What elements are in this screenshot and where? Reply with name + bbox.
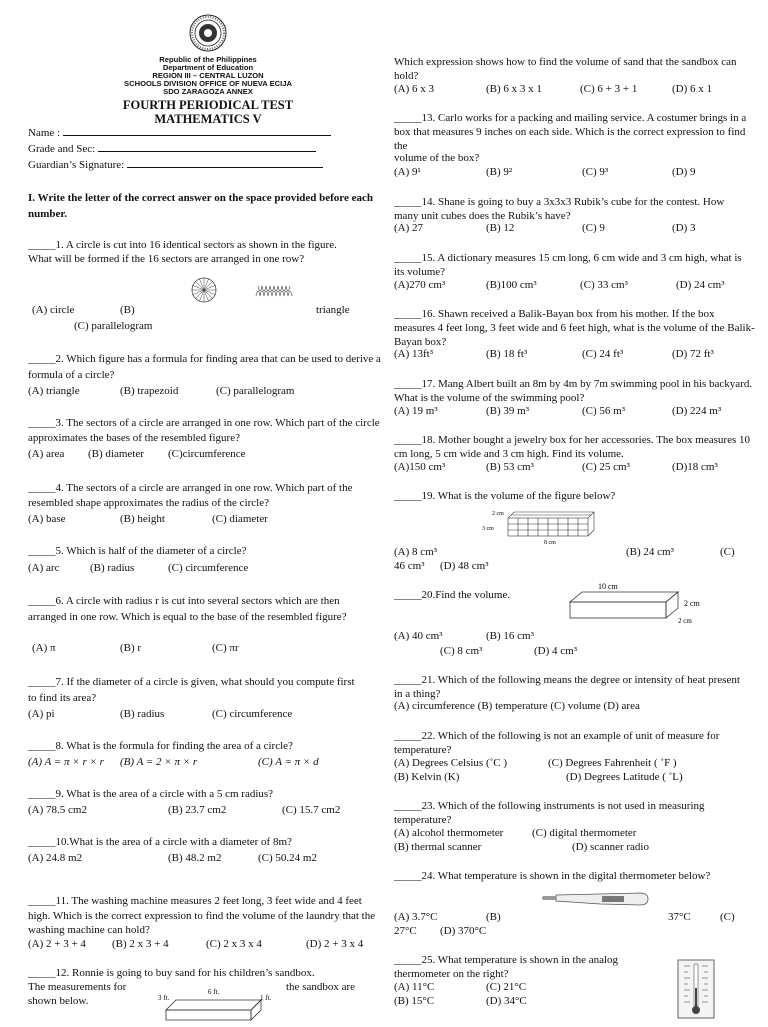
instructions: I. Write the letter of the correct answer on the space provided before each number. bbox=[28, 192, 374, 220]
question-6: _____6. A circle with radius r is cut into several sectors which are then arranged in one row. Which is equal to the base of the resembled figure? bbox=[28, 595, 347, 623]
sandbox-dim: 3 ft. bbox=[158, 994, 170, 1002]
q1-option-a: (A) circle bbox=[32, 304, 75, 316]
q13-option-b: (B) 9² bbox=[486, 166, 513, 178]
question-11: _____11. The washing machine measures 2 feet long, 3 feet wide and 4 feet high. Which is the correct expression to find the volume of the laundry that the washing machine can hold? bbox=[28, 895, 376, 936]
q22-option-d: (D) Degrees Latitude ( ˚L) bbox=[566, 771, 683, 783]
q20-option-b: (B) 16 cm³ bbox=[486, 630, 534, 642]
q18-option-c: (C) 25 cm³ bbox=[582, 461, 630, 473]
q11-option-c: (C) 2 x 3 x 4 bbox=[206, 938, 262, 950]
q14-option-a: (A) 27 bbox=[394, 222, 424, 234]
question-13-line4: volume of the box? bbox=[394, 152, 480, 164]
question-19: _____19. What is the volume of the figure below? bbox=[394, 490, 616, 502]
q20-option-d: (D) 4 cm³ bbox=[534, 645, 578, 657]
guardian-label: Guardian’s Signature: bbox=[28, 159, 125, 171]
q14-option-b: (B) 12 bbox=[486, 222, 515, 234]
q16-option-d: (D) 72 ft³ bbox=[672, 348, 714, 360]
header-block bbox=[100, 56, 316, 96]
q23-option-d: (D) scanner radio bbox=[572, 841, 649, 853]
name-field[interactable] bbox=[28, 127, 331, 140]
question-5: _____5. Which is half of the diameter of a circle? bbox=[28, 545, 247, 557]
q23-option-b: (B) thermal scanner bbox=[394, 841, 482, 853]
question-9: _____9. What is the area of a circle with a 5 cm radius? bbox=[28, 788, 274, 800]
name-label: Name : bbox=[28, 127, 61, 139]
q11-option-b: (B) 2 x 3 + 4 bbox=[112, 938, 169, 950]
prism-dim: 10 cm bbox=[598, 582, 618, 591]
sector-circle-figure bbox=[190, 276, 300, 309]
q9-option-a: (A) 78.5 cm2 bbox=[28, 804, 87, 816]
q25-option-c: (C) 21°C bbox=[486, 981, 527, 993]
q22-option-a: (A) Degrees Celsius (˚C ) bbox=[394, 757, 508, 769]
q21-options: (A) circumference (B) temperature (C) volume (D) area bbox=[394, 700, 640, 712]
question-2: _____2. Which figure has a formula for finding area that can be used to derive a formula of a circle? bbox=[28, 353, 381, 381]
name-blank[interactable] bbox=[63, 135, 331, 136]
q13-option-a: (A) 9¹ bbox=[394, 166, 421, 178]
q16-option-b: (B) 18 ft³ bbox=[486, 348, 528, 360]
q1-option-c: (C) parallelogram bbox=[74, 320, 153, 332]
q12-option-c: (C) 6 + 3 + 1 bbox=[580, 83, 638, 95]
q22-option-b: (B) Kelvin (K) bbox=[394, 771, 460, 783]
q4-option-b: (B) height bbox=[120, 513, 165, 525]
q4-option-c: (C) diameter bbox=[212, 513, 268, 525]
question-1: _____1. A circle is cut into 16 identical sectors as shown in the figure. What will be formed if the 16 sectors are arranged in one row? bbox=[28, 239, 337, 266]
q6-option-c: (C) πr bbox=[212, 642, 239, 654]
q8-option-b: (B) A = 2 × π × r bbox=[120, 756, 198, 768]
cube-dim: 8 cm bbox=[544, 540, 556, 546]
cube-dim: 2 cm bbox=[492, 511, 504, 517]
header-line: SDO ZARAGOZA ANNEX bbox=[163, 87, 253, 96]
q15-option-c: (C) 33 cm³ bbox=[580, 279, 628, 291]
question-23: _____23. Which of the following instruments is not used in measuring temperature? bbox=[394, 800, 705, 826]
question-7: _____7. If the diameter of a circle is given, what should you compute first to find its area? bbox=[28, 676, 355, 704]
q13-option-d: (D) 9 bbox=[672, 166, 696, 178]
q24-option-c-value: 27°C bbox=[394, 925, 417, 937]
q7-option-a: (A) pi bbox=[28, 708, 55, 720]
question-15: _____15. A dictionary measures 15 cm long, 6 cm wide and 3 cm high, what is its volume? bbox=[394, 252, 742, 278]
q15-option-a: (A)270 cm³ bbox=[394, 279, 446, 291]
q5-option-b: (B) radius bbox=[90, 562, 135, 574]
q23-option-a: (A) alcohol thermometer bbox=[394, 827, 504, 839]
q14-option-c: (C) 9 bbox=[582, 222, 605, 234]
q16-option-c: (C) 24 ft³ bbox=[582, 348, 624, 360]
guardian-blank[interactable] bbox=[127, 167, 323, 168]
question-3: _____3. The sectors of a circle are arranged in one row. Which part of the circle approximates the bases of the resembled figure? bbox=[28, 417, 380, 444]
q24-option-b: (B) bbox=[486, 911, 501, 923]
prism-dim: 2 cm bbox=[684, 599, 700, 608]
q20-option-a: (A) 40 cm³ bbox=[394, 630, 443, 642]
header-line: REGION III – CENTRAL LUZON bbox=[152, 71, 264, 80]
q19-option-c-value: 46 cm³ bbox=[394, 560, 425, 572]
q12-option-b: (B) 6 x 3 x 1 bbox=[486, 83, 542, 95]
header-line: Republic of the Philippines bbox=[159, 55, 257, 64]
q18-option-d: (D)18 cm³ bbox=[672, 461, 718, 473]
question-17: _____17. Mang Albert built an 8m by 4m by 7m swimming pool in his backyard. What is the volume of the swimming pool? bbox=[394, 378, 753, 404]
guardian-field[interactable] bbox=[28, 159, 323, 172]
header-line: SCHOOLS DIVISION OFFICE OF NUEVA ECIJA bbox=[124, 79, 292, 88]
subject-title: MATHEMATICS V bbox=[154, 112, 262, 126]
deped-seal bbox=[189, 14, 227, 52]
prism-dim: 2 cm bbox=[678, 617, 692, 625]
q14-option-d: (D) 3 bbox=[672, 222, 696, 234]
question-12-line2: The measurements for bbox=[28, 981, 127, 993]
q10-option-b: (B) 48.2 m2 bbox=[168, 852, 222, 864]
cube-dim: 3 cm bbox=[482, 526, 494, 532]
q10-option-a: (A) 24.8 m2 bbox=[28, 852, 83, 864]
q18-option-a: (A)150 cm³ bbox=[394, 461, 446, 473]
question-24: _____24. What temperature is shown in the digital thermometer below? bbox=[394, 870, 711, 882]
question-12: _____12. Ronnie is going to buy sand for his children’s sandbox. bbox=[28, 967, 315, 979]
q19-option-c: (C) bbox=[720, 546, 735, 558]
q1-option-b: (B) bbox=[120, 304, 135, 316]
digital-thermometer-figure bbox=[540, 890, 650, 913]
q6-option-b: (B) r bbox=[120, 642, 142, 654]
q9-option-b: (B) 23.7 cm2 bbox=[168, 804, 227, 816]
q19-option-b: (B) 24 cm³ bbox=[626, 546, 674, 558]
question-20: _____20.Find the volume. bbox=[394, 589, 511, 601]
q7-option-c: (C) circumference bbox=[212, 708, 293, 720]
q23-option-c: (C) digital thermometer bbox=[532, 827, 637, 839]
q8-option-a: (A) A = π × r × r bbox=[28, 756, 104, 768]
sandbox-figure bbox=[156, 986, 276, 1027]
q12-option-d: (D) 6 x 1 bbox=[672, 83, 713, 95]
q10-option-c: (C) 50.24 m2 bbox=[258, 852, 317, 864]
question-14: _____14. Shane is going to buy a 3x3x3 Rubik’s cube for the contest. How many unit cubes does the Rubik’s have? bbox=[394, 196, 725, 222]
question-18: _____18. Mother bought a jewelry box for her accessories. The box measures 10 cm long, 5 cm wide and 3 cm high. Find its volume. bbox=[394, 434, 750, 460]
question-10: _____10.What is the area of a circle with a diameter of 8m? bbox=[28, 836, 292, 848]
q17-option-b: (B) 39 m³ bbox=[486, 405, 530, 417]
q18-option-b: (B) 53 cm³ bbox=[486, 461, 534, 473]
q15-option-b: (B)100 cm³ bbox=[486, 279, 537, 291]
question-16: _____16. Shawn received a Balik-Bayan box from his mother. If the box measures 4 feet long, 3 feet wide and 6 feet high, what is the volume of the Balik-Bayan box? bbox=[394, 308, 755, 348]
q24-option-d: (D) 370°C bbox=[440, 925, 487, 937]
q3-option-a: (A) area bbox=[28, 448, 65, 460]
question-12-continued: Which expression shows how to find the volume of sand that the sandbox can hold? bbox=[394, 56, 737, 82]
q3-option-b: (B) diameter bbox=[88, 448, 144, 460]
q13-option-c: (C) 9³ bbox=[582, 166, 609, 178]
question-4: _____4. The sectors of a circle are arranged in one row. Which part of the resembled shape approximates the radius of the circle? bbox=[28, 482, 353, 509]
q20-option-c: (C) 8 cm³ bbox=[440, 645, 483, 657]
question-12-line3: shown below. bbox=[28, 995, 89, 1007]
question-12-line2b: the sandbox are bbox=[286, 981, 356, 993]
q4-option-a: (A) base bbox=[28, 513, 66, 525]
q9-option-c: (C) 15.7 cm2 bbox=[282, 804, 341, 816]
q7-option-b: (B) radius bbox=[120, 708, 165, 720]
q17-option-c: (C) 56 m³ bbox=[582, 405, 626, 417]
question-13: _____13. Carlo works for a packing and mailing service. A costumer brings in a box that measures 9 inches on each side. Which is the correct expression to find the bbox=[394, 112, 747, 152]
q19-option-a: (A) 8 cm³ bbox=[394, 546, 438, 558]
q24-option-b-value: 37°C bbox=[668, 911, 691, 923]
unit-cube-figure bbox=[480, 506, 600, 551]
test-title: FOURTH PERIODICAL TEST bbox=[122, 98, 294, 112]
question-8: _____8. What is the formula for finding the area of a circle? bbox=[28, 740, 293, 752]
q19-option-d: (D) 48 cm³ bbox=[440, 560, 489, 572]
q25-option-b: (B) 15°C bbox=[394, 995, 435, 1007]
q11-option-a: (A) 2 + 3 + 4 bbox=[28, 938, 86, 950]
sandbox-dim: 1 ft. bbox=[260, 994, 272, 1002]
q17-option-a: (A) 19 m³ bbox=[394, 405, 438, 417]
q24-option-a: (A) 3.7°C bbox=[394, 911, 438, 923]
q25-option-a: (A) 11°C bbox=[394, 981, 435, 993]
q11-option-d: (D) 2 + 3 x 4 bbox=[306, 938, 364, 950]
q8-option-c: (C) A = π × d bbox=[258, 756, 319, 768]
q2-option-b: (B) trapezoid bbox=[120, 385, 179, 397]
q17-option-d: (D) 224 m³ bbox=[672, 405, 722, 417]
q2-option-c: (C) parallelogram bbox=[216, 385, 295, 397]
question-22: _____22. Which of the following is not an example of unit of measure for temperature? bbox=[394, 730, 720, 756]
q5-option-a: (A) arc bbox=[28, 562, 60, 574]
q25-option-d: (D) 34°C bbox=[486, 995, 527, 1007]
q2-option-a: (A) triangle bbox=[28, 385, 80, 397]
q5-option-c: (C) circumference bbox=[168, 562, 249, 574]
q15-option-d: (D) 24 cm³ bbox=[676, 279, 725, 291]
analog-thermometer-figure bbox=[676, 958, 716, 1025]
header-line: Department of Education bbox=[162, 63, 254, 72]
sandbox-dim: 6 ft. bbox=[208, 988, 220, 996]
q24-option-c: (C) bbox=[720, 911, 735, 923]
q22-option-c: (C) Degrees Fahrenheit ( ˚F ) bbox=[548, 757, 677, 769]
q12-option-a: (A) 6 x 3 bbox=[394, 83, 435, 95]
rectangular-prism-figure bbox=[566, 580, 716, 633]
q1-option-b-text: triangle bbox=[316, 304, 350, 316]
q6-option-a: (A) π bbox=[32, 642, 56, 654]
q3-option-c: (C)circumference bbox=[168, 448, 246, 460]
question-25: _____25. What temperature is shown in the analog thermometer on the right? bbox=[394, 954, 619, 980]
grade-label: Grade and Sec: bbox=[28, 143, 96, 155]
grade-field[interactable] bbox=[28, 143, 316, 156]
grade-blank[interactable] bbox=[98, 151, 316, 152]
question-21: _____21. Which of the following means the degree or intensity of heat present in a thing? bbox=[394, 674, 740, 700]
q16-option-a: (A) 13ft³ bbox=[394, 348, 434, 360]
